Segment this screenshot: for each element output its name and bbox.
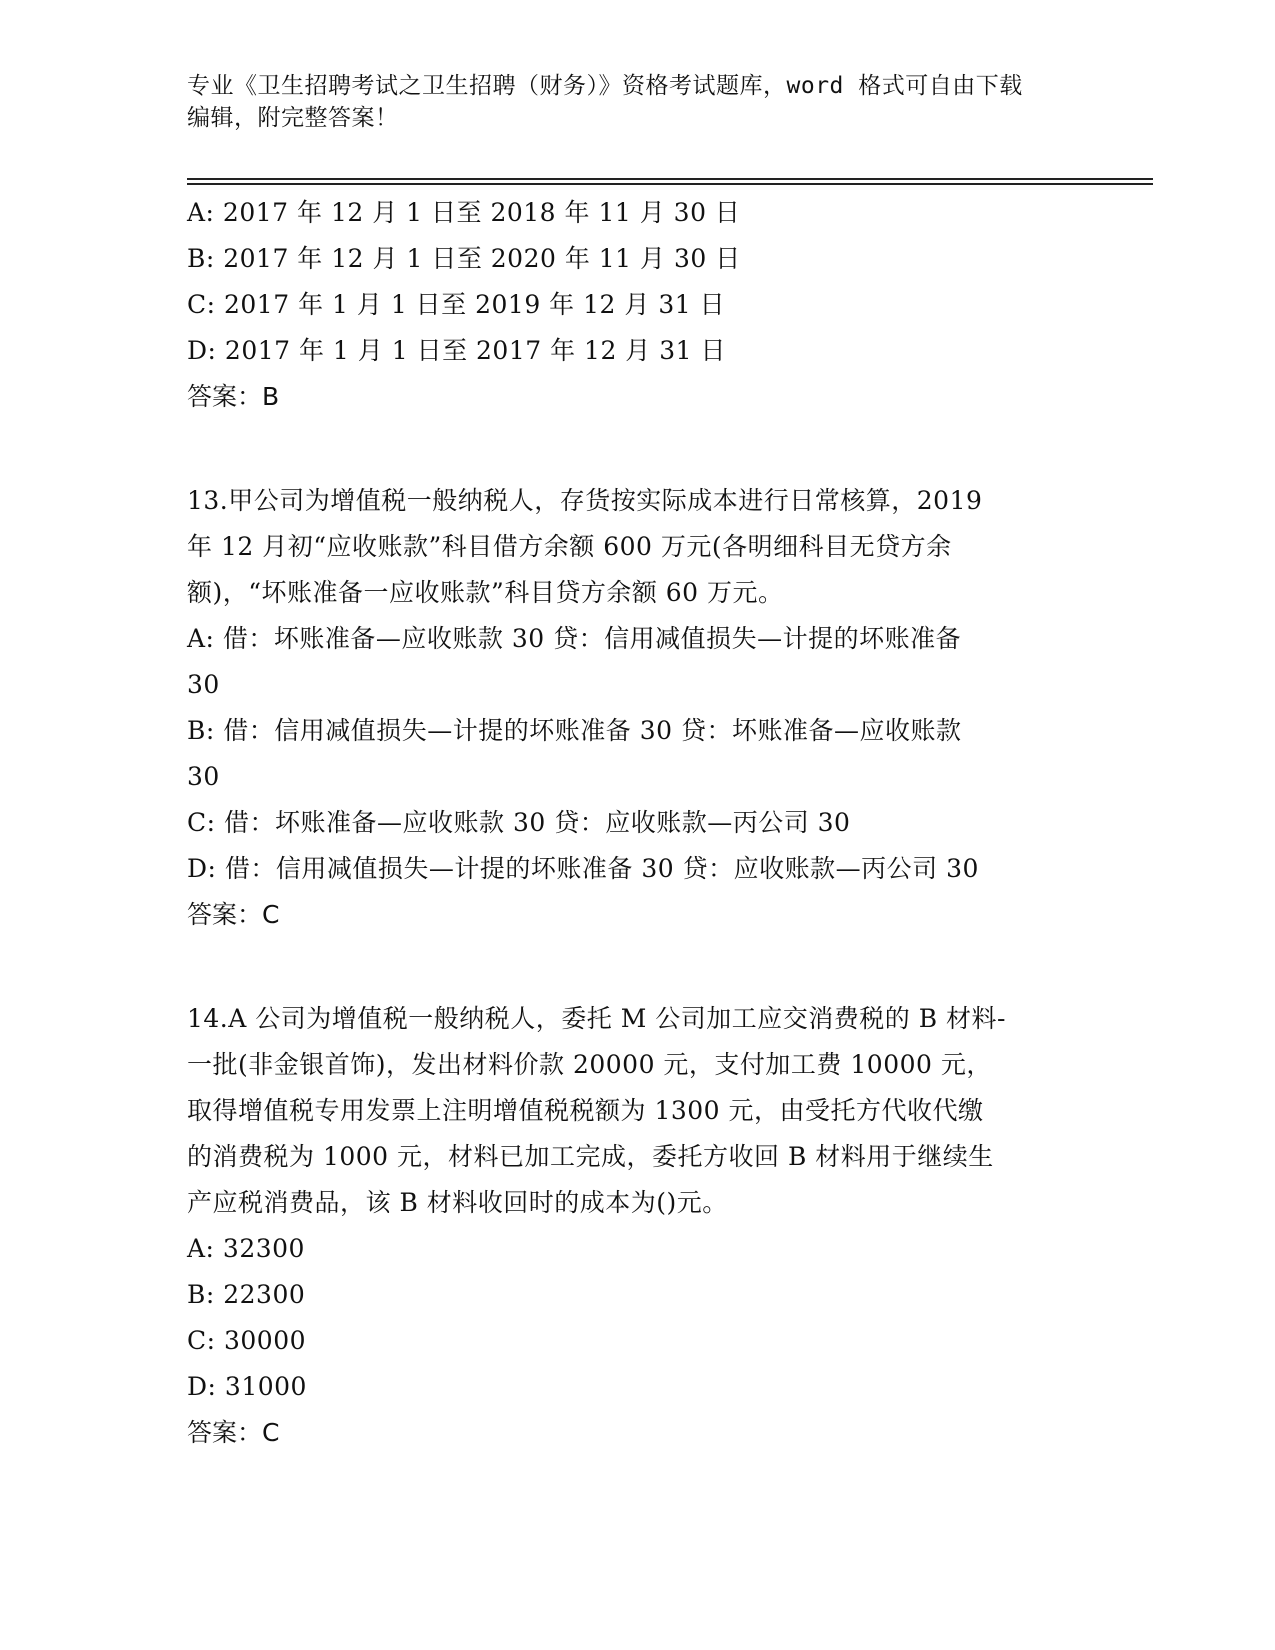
question-content	[187, 190, 1087, 1456]
option-b: B: 借：信用减值损失—计提的坏账准备 30 贷：坏账准备—应收账款	[187, 716, 962, 745]
option-a-continued: 30	[187, 670, 220, 699]
option-c: C: 30000	[187, 1326, 307, 1355]
option-a: A: 2017 年 12 月 1 日至 2018 年 11 月 30 日	[187, 198, 741, 227]
question-stem-line: 一批(非金银首饰)，发出材料价款 20000 元，支付加工费 10000 元，	[187, 1050, 992, 1079]
option-b: B: 2017 年 12 月 1 日至 2020 年 11 月 30 日	[187, 244, 741, 273]
option-d: D: 2017 年 1 月 1 日至 2017 年 12 月 31 日	[187, 336, 727, 365]
option-a: A: 32300	[187, 1234, 305, 1263]
header-line-1: 专业《卫生招聘考试之卫生招聘（财务）》资格考试题库，word 格式可自由下载	[187, 73, 1023, 99]
question-stem-line: 产应税消费品，该 B 材料收回时的成本为()元。	[187, 1188, 728, 1217]
option-d: D: 借：信用减值损失—计提的坏账准备 30 贷：应收账款—丙公司 30	[187, 854, 979, 883]
spacer	[187, 420, 1087, 478]
question-13	[187, 478, 1087, 938]
answer-line: 答案：C	[187, 1418, 280, 1447]
question-stem-line: 额)，“坏账准备一应收账款”科目贷方余额 60 万元。	[187, 578, 784, 607]
question-14	[187, 996, 1087, 1456]
answer-line: 答案：C	[187, 900, 280, 929]
option-c: C: 2017 年 1 月 1 日至 2019 年 12 月 31 日	[187, 290, 726, 319]
answer-line: 答案：B	[187, 382, 280, 411]
header-divider-bottom	[187, 183, 1153, 185]
spacer	[187, 938, 1087, 996]
option-a: A: 借：坏账准备—应收账款 30 贷：信用减值损失—计提的坏账准备	[187, 624, 962, 653]
question-12	[187, 190, 1087, 420]
header-line-2: 编辑，附完整答案！	[187, 105, 399, 131]
document-header	[187, 70, 1087, 134]
option-c: C: 借：坏账准备—应收账款 30 贷：应收账款—丙公司 30	[187, 808, 851, 837]
question-stem-line: 的消费税为 1000 元，材料已加工完成，委托方收回 B 材料用于继续生	[187, 1142, 994, 1171]
option-d: D: 31000	[187, 1372, 307, 1401]
option-b-continued: 30	[187, 762, 220, 791]
header-divider-top	[187, 178, 1153, 180]
question-stem-line: 13.甲公司为增值税一般纳税人，存货按实际成本进行日常核算，2019	[187, 486, 983, 515]
question-stem-line: 取得增值税专用发票上注明增值税税额为 1300 元，由受托方代收代缴	[187, 1096, 984, 1125]
question-stem-line: 14.A 公司为增值税一般纳税人，委托 M 公司加工应交消费税的 B 材料-	[187, 1004, 1006, 1033]
question-stem-line: 年 12 月初“应收账款”科目借方余额 600 万元(各明细科目无贷方余	[187, 532, 952, 561]
option-b: B: 22300	[187, 1280, 306, 1309]
